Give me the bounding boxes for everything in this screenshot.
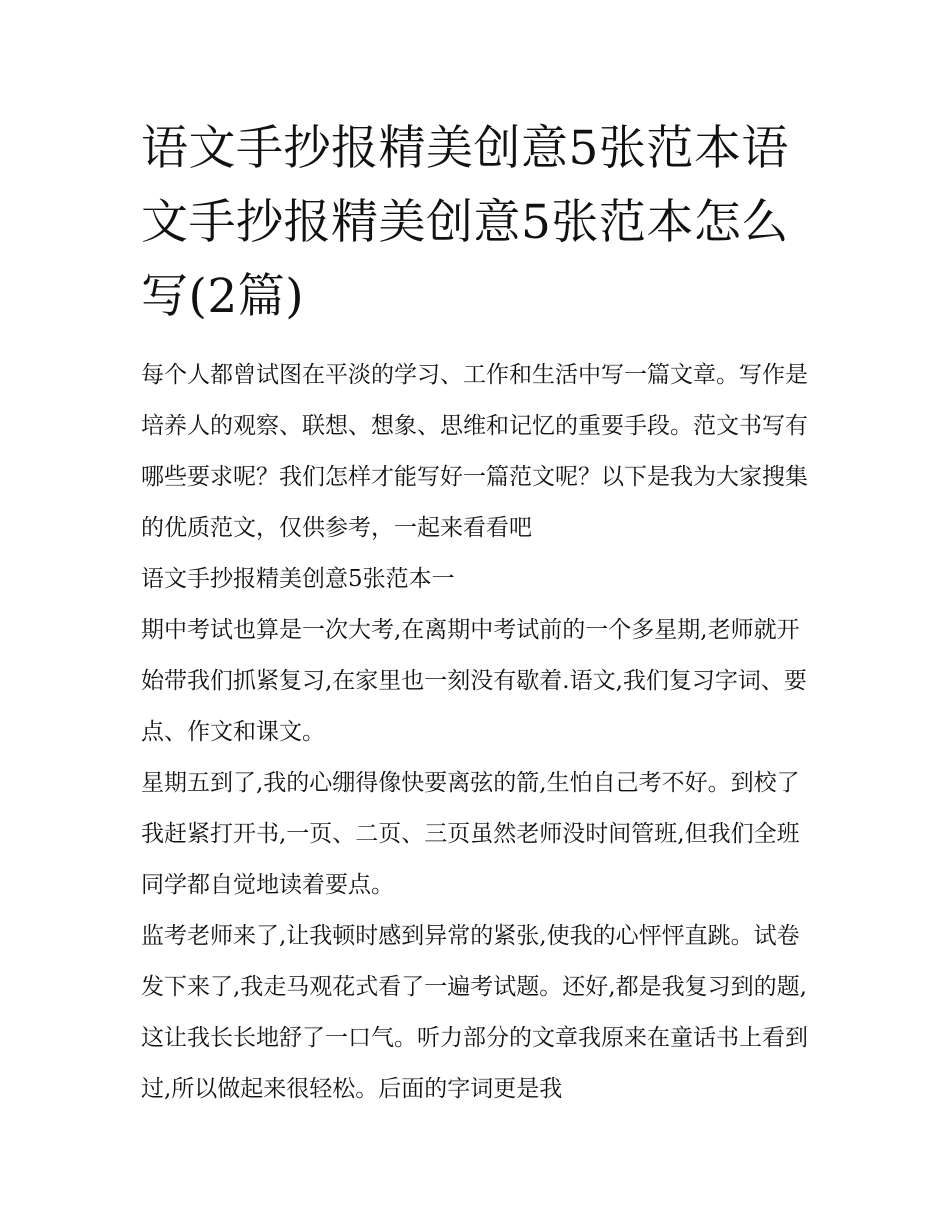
section-heading: 语文手抄报精美创意5张范本一	[141, 566, 455, 592]
body-paragraph: 监考老师来了,让我顿时感到异常的紧张,使我的心怦怦直跳。试卷发下来了,我走马观花式看了一遍考试题。还好,都是我复习到的题,这让我长长地舒了一口气。听力部分的文章我原来在童话书上看到过,所以做起来很轻松。后面的字词更是我	[141, 923, 808, 1102]
document-title: 语文手抄报精美创意5张范本语文手抄报精美创意5张范本怎么写(2篇)	[141, 121, 789, 324]
document-page	[141, 112, 816, 1115]
intro-paragraph: 每个人都曾试图在平淡的学习、工作和生活中写一篇文章。写作是培养人的观察、联想、想象、思维和记忆的重要手段。范文书写有哪些要求呢？我们怎样才能写好一篇范文呢？以下是我为大家搜集的优质范文，仅供参考，一起来看看吧	[141, 362, 808, 541]
document-body	[141, 350, 816, 1115]
body-paragraph: 期中考试也算是一次大考,在离期中考试前的一个多星期,老师就开始带我们抓紧复习,在家里也一刻没有歇着.语文,我们复习字词、要点、作文和课文。	[141, 617, 807, 745]
body-paragraph: 星期五到了,我的心绷得像快要离弦的箭,生怕自己考不好。到校了我赶紧打开书,一页、二页、三页虽然老师没时间管班,但我们全班同学都自觉地读着要点。	[141, 770, 800, 898]
